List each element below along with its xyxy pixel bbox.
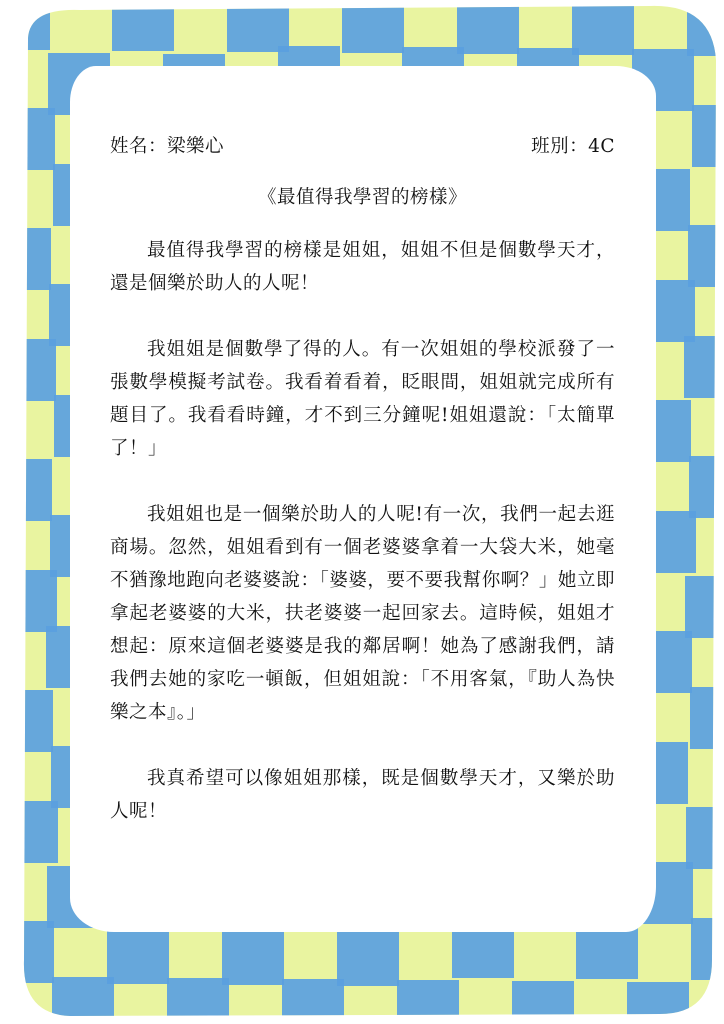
border-blue-square: [0, 0, 50, 50]
essay-title: 《最值得我學習的榜樣》: [257, 187, 467, 208]
class-label: 班別：4C: [531, 136, 615, 157]
border-blue-square: [337, 924, 399, 986]
border-blue-square: [0, 228, 51, 290]
border-blue-square: [692, 105, 724, 167]
border-blue-square: [689, 456, 724, 518]
border-blue-square: [167, 978, 229, 1024]
border-blue-square: [690, 687, 724, 749]
border-blue-square: [684, 336, 724, 398]
border-blue-square: [685, 576, 724, 638]
border-blue-square: [0, 339, 56, 401]
border-blue-square: [688, 225, 724, 287]
border-blue-square: [0, 108, 55, 170]
border-blue-square: [686, 807, 724, 869]
paragraph-4: 我真希望可以像姐姐那樣，既是個數學天才，又樂於助人呢！: [110, 768, 615, 822]
paragraph-1: 最值得我學習的榜樣是姐姐，姐姐不但是個數學天才，還是個樂於助人的人呢！: [110, 240, 615, 294]
border-blue-square: [222, 923, 284, 985]
border-blue-square: [0, 921, 54, 983]
essay-content: [110, 130, 615, 861]
border-blue-square: [0, 459, 52, 521]
border-blue-square: [691, 918, 724, 980]
border-blue-square: [512, 981, 574, 1024]
border-blue-square: [227, 0, 289, 52]
header-row: [110, 130, 615, 163]
border-blue-square: [52, 977, 114, 1024]
border-blue-square: [342, 0, 404, 53]
paragraph-3: 我姐姐也是一個樂於助人的人呢!有一次，我們一起去逛商場。忽然，姐姐看到有一個老婆婆拿着一大袋大米，她毫不猶豫地跑向老婆婆說：「婆婆，要不要我幫你啊？」她立即拿起老婆婆的大米，扶老婆婆一起回家去。這時候，姐姐才想起：原來這個老婆婆是我的鄰居啊！她為了感謝我們，請我們去她的家吃一頓飯，但姐姐說：「不用客氣，『助人為快樂之本』。」: [110, 504, 615, 723]
border-blue-square: [687, 0, 724, 56]
border-blue-square: [0, 570, 57, 632]
student-name: 姓名：梁樂心: [110, 136, 225, 157]
border-blue-square: [457, 0, 519, 54]
border-blue-square: [627, 982, 689, 1024]
border-blue-square: [572, 0, 634, 55]
border-blue-square: [282, 979, 344, 1024]
border-blue-square: [397, 980, 459, 1024]
border-blue-square: [112, 0, 174, 51]
border-blue-square: [0, 801, 58, 863]
paragraph-2: 我姐姐是個數學了得的人。有一次姐姐的學校派發了一張數學模擬考試卷。我看着看着，眨眼間，姐姐就完成所有題目了。我看看時鐘，才不到三分鐘呢!姐姐還說：「太簡單了！」: [110, 339, 615, 459]
border-blue-square: [0, 690, 53, 752]
